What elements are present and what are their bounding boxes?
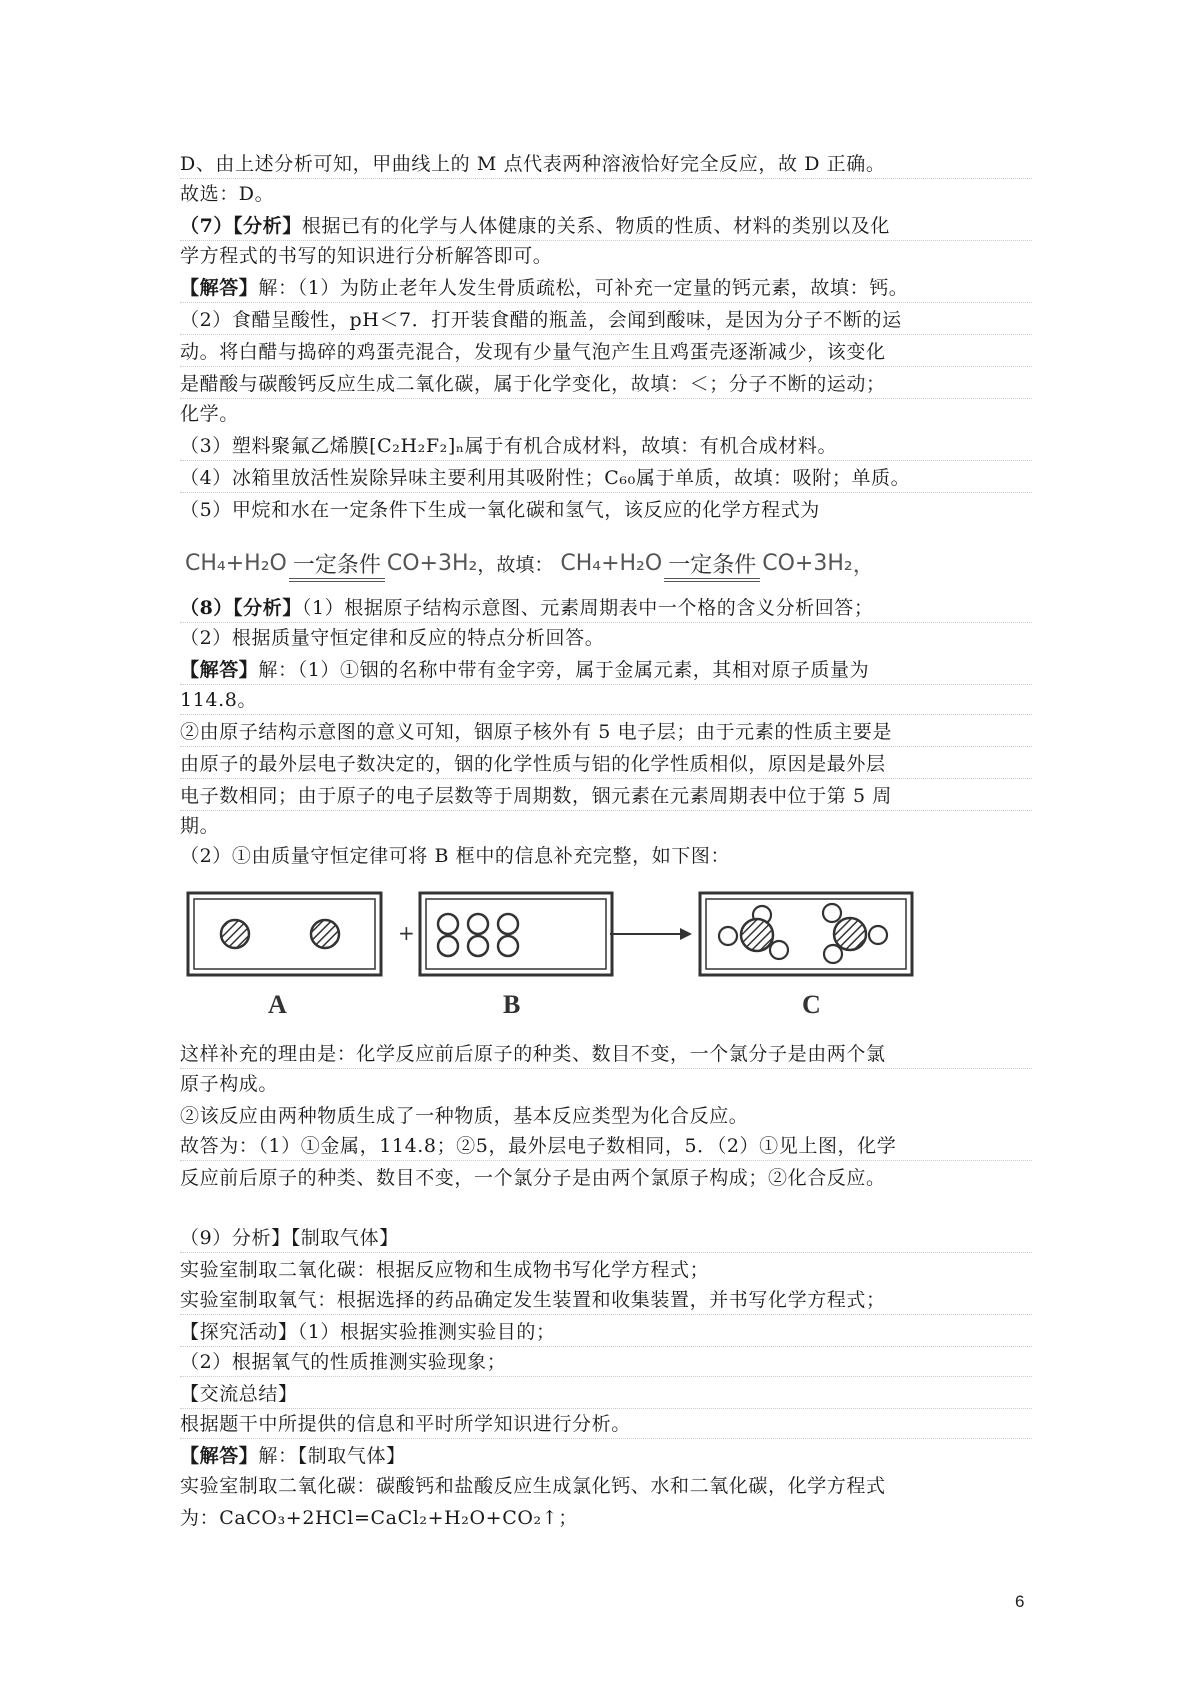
equation-condition: 一定条件 <box>289 548 385 579</box>
text-line: 为：CaCO₃+2HCl=CaCl₂+H₂O+CO₂↑； <box>180 1507 578 1529</box>
text-line: 【解答】解：（1）①铟的名称中带有金字旁，属于金属元素，其相对原子质量为 <box>180 656 1032 685</box>
text-line: 【探究活动】（1）根据实验推测实验目的； <box>180 1318 1032 1347</box>
text-line: 期。 <box>180 815 220 837</box>
box-a <box>188 893 381 975</box>
text-line: 化学。 <box>180 403 239 425</box>
molecule-diagram <box>185 888 975 1028</box>
text-line: （3）塑料聚氟乙烯膜[C₂H₂F₂]ₙ属于有机合成材料，故填：有机合成材料。 <box>180 432 1032 461</box>
chemical-equation <box>185 548 1045 588</box>
equation-text: ，故填： <box>477 554 554 576</box>
text-line: 故答为：（1）①金属，114.8；②5，最外层电子数相同，5．（2）①见上图，化学 <box>180 1132 1032 1161</box>
equation-left-2: CH₄+H₂O <box>560 551 663 576</box>
text-line: （7）【分析】根据已有的化学与人体健康的关系、物质的性质、材料的类别以及化 <box>180 212 1032 241</box>
text-line: （8）【分析】（1）根据原子结构示意图、元素周期表中一个格的含义分析回答； <box>180 594 1032 623</box>
text-line: （2）食醋呈酸性，pH＜7．打开装食醋的瓶盖，会闻到酸味，是因为分子不断的运 <box>180 306 1032 335</box>
text-line: （2）根据氧气的性质推测实验现象； <box>180 1348 1032 1377</box>
text-line: ②该反应由两种物质生成了一种物质，基本反应类型为化合反应。 <box>180 1105 749 1127</box>
text-line: 114.8。 <box>180 686 1032 715</box>
figure-label-b: B <box>503 990 521 1019</box>
text-line: 动。将白醋与捣碎的鸡蛋壳混合，发现有少量气泡产生且鸡蛋壳逐渐减少，该变化 <box>180 338 1032 367</box>
text-line: （9）分析】【制取气体】 <box>180 1224 1032 1253</box>
text-line: 电子数相同；由于原子的电子层数等于周期数，铟元素在元素周期表中位于第 5 周 <box>180 782 1032 811</box>
text-line: 实验室制取二氧化碳：碳酸钙和盐酸反应生成氯化钙、水和二氧化碳，化学方程式 <box>180 1475 886 1497</box>
page-number: 6 <box>1015 1592 1025 1611</box>
text-line: 【交流总结】 <box>180 1380 1032 1409</box>
text-line: 【解答】解：【制取气体】 <box>180 1445 406 1467</box>
text-line: 反应前后原子的种类、数目不变，一个氯分子是由两个氯原子构成；②化合反应。 <box>180 1167 886 1189</box>
text-line: 实验室制取二氧化碳：根据反应物和生成物书写化学方程式； <box>180 1259 710 1281</box>
text-line: （2）根据质量守恒定律和反应的特点分析回答。 <box>180 627 605 649</box>
equation-right: CO+3H₂ <box>386 551 478 576</box>
text-line: 实验室制取氧气：根据选择的药品确定发生装置和收集装置，并书写化学方程式； <box>180 1286 1032 1315</box>
text-line: （5）甲烷和水在一定条件下生成一氧化碳和氢气，该反应的化学方程式为 <box>180 499 820 521</box>
text-line: （4）冰箱里放活性炭除异味主要利用其吸附性；C₆₀属于单质，故填：吸附；单质。 <box>180 464 1032 493</box>
figure-label-a: A <box>268 990 287 1019</box>
text-line: ②由原子结构示意图的意义可知，铟原子核外有 5 电子层；由于元素的性质主要是 <box>180 718 1032 747</box>
box-c <box>700 893 912 975</box>
plus-sign: + <box>398 921 415 945</box>
text-line: D、由上述分析可知，甲曲线上的 M 点代表两种溶液恰好完全反应，故 D 正确。 <box>180 150 1032 179</box>
box-b <box>420 893 612 975</box>
text-line: 故选：D。 <box>180 183 275 205</box>
chlorine-atom-a2 <box>311 920 339 948</box>
text-line: 原子构成。 <box>180 1073 279 1095</box>
text-line: 学方程式的书写的知识进行分析解答即可。 <box>180 245 553 267</box>
text-line: 是醋酸与碳酸钙反应生成二氧化碳，属于化学变化，故填：＜；分子不断的运动； <box>180 370 1032 399</box>
equation-end: ， <box>852 553 875 578</box>
text-line: （2）①由质量守恒定律可将 B 框中的信息补充完整，如下图： <box>180 845 731 867</box>
chlorine-atom-a1 <box>221 920 249 948</box>
equation-left: CH₄+H₂O <box>185 551 287 576</box>
equation-right-2: CO+3H₂ <box>762 551 853 576</box>
text-line: 由原子的最外层电子数决定的，铟的化学性质与铝的化学性质相似，原因是最外层 <box>180 750 1032 779</box>
text-line: 根据题干中所提供的信息和平时所学知识进行分析。 <box>180 1410 1032 1439</box>
text-line: 这样补充的理由是：化学反应前后原子的种类、数目不变，一个氯分子是由两个氯 <box>180 1040 1032 1069</box>
equation-condition-2: 一定条件 <box>664 548 760 579</box>
reaction-arrow <box>610 928 692 940</box>
text-line: 【解答】解：（1）为防止老年人发生骨质疏松，可补充一定量的钙元素，故填：钙。 <box>180 274 1032 303</box>
figure-label-c: C <box>802 990 821 1019</box>
